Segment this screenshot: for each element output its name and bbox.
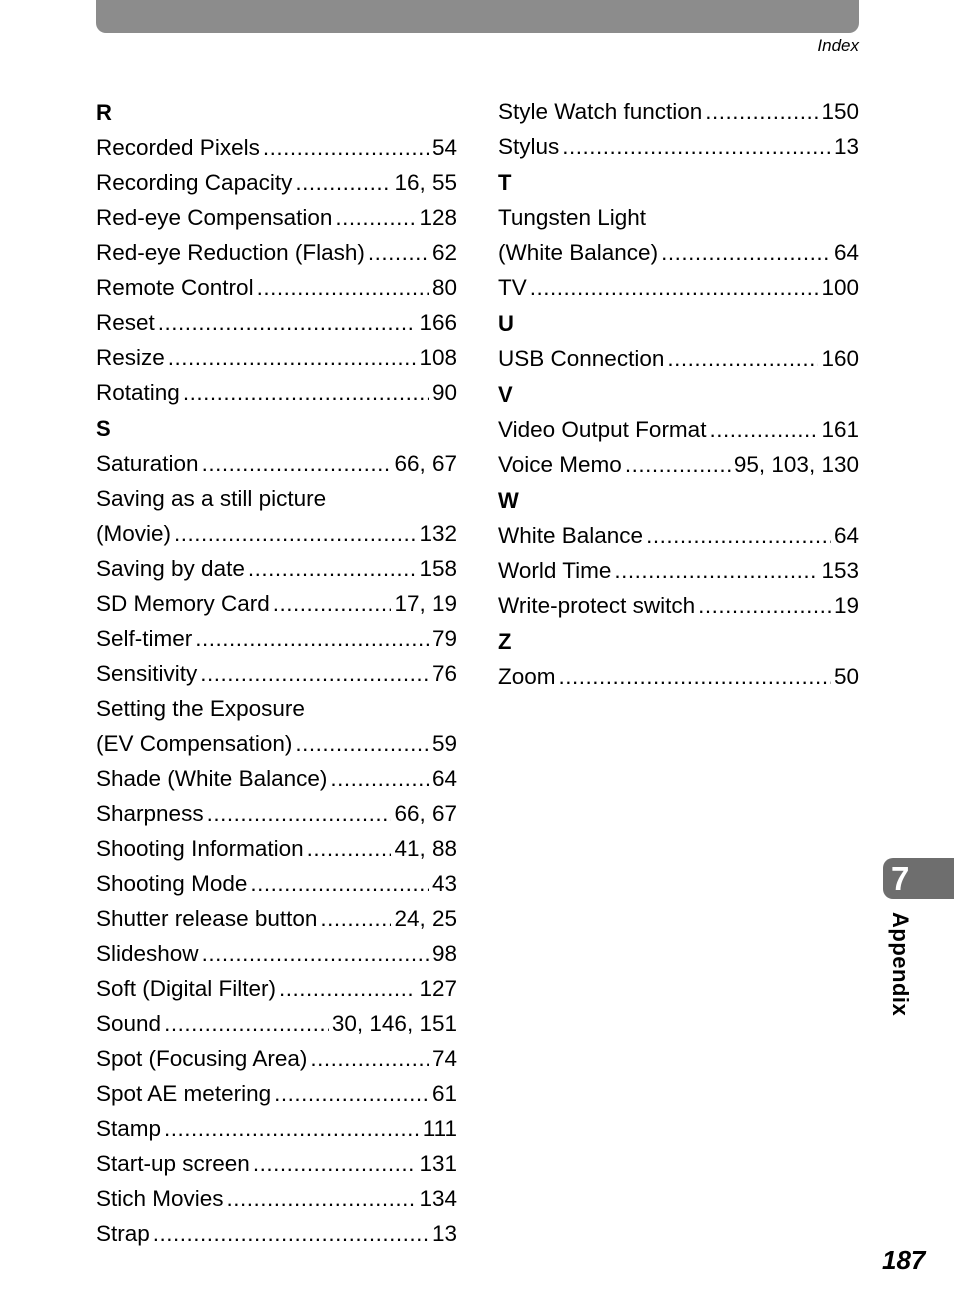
dot-leader xyxy=(295,165,391,200)
dot-leader xyxy=(227,1181,417,1216)
dot-leader xyxy=(661,235,831,270)
index-term: Style Watch function xyxy=(498,99,703,124)
index-entry[interactable] xyxy=(96,516,457,551)
index-entry[interactable] xyxy=(96,1181,457,1216)
index-page-refs: 150 xyxy=(821,99,859,124)
index-letter-heading: S xyxy=(96,416,111,441)
dot-leader xyxy=(310,1041,429,1076)
dot-leader xyxy=(295,726,429,761)
dot-leader xyxy=(248,551,417,586)
index-entry[interactable] xyxy=(498,129,859,164)
index-term: USB Connection xyxy=(498,346,665,371)
dot-leader xyxy=(263,130,429,165)
chapter-label: Appendix xyxy=(888,912,913,1017)
index-page-refs: 98 xyxy=(431,941,457,966)
index-term: Stamp xyxy=(96,1116,162,1141)
index-term: Resize xyxy=(96,345,165,370)
index-page-refs: 95, 103, 130 xyxy=(733,452,859,477)
index-term: Voice Memo xyxy=(498,452,622,477)
index-term: (White Balance) xyxy=(498,240,659,265)
index-term: Shade (White Balance) xyxy=(96,766,328,791)
index-term: Setting the Exposure xyxy=(96,696,305,721)
index-term: Rotating xyxy=(96,380,180,405)
index-term: Saving by date xyxy=(96,556,245,581)
dot-leader xyxy=(153,1216,429,1251)
index-term: Video Output Format xyxy=(498,417,707,442)
index-column-left xyxy=(96,94,457,1251)
index-entry[interactable] xyxy=(96,270,457,305)
dot-leader xyxy=(667,341,818,376)
index-page-refs: 76 xyxy=(431,661,457,686)
index-term: Shooting Mode xyxy=(96,871,248,896)
index-letter-heading: Z xyxy=(498,629,512,654)
index-page-refs: 127 xyxy=(419,976,457,1001)
index-entry[interactable] xyxy=(498,518,859,553)
index-page-refs: 13 xyxy=(833,134,859,159)
index-entry[interactable] xyxy=(498,235,859,270)
dot-leader xyxy=(174,516,416,551)
index-term: Write-protect switch xyxy=(498,593,696,618)
index-page-refs: 59 xyxy=(431,731,457,756)
dot-leader xyxy=(307,831,392,866)
dot-leader xyxy=(562,129,831,164)
index-entry[interactable] xyxy=(96,971,457,1006)
dot-leader xyxy=(183,375,429,410)
dot-leader xyxy=(698,588,831,623)
index-term: World Time xyxy=(498,558,612,583)
index-page-refs: 160 xyxy=(821,346,859,371)
index-page-refs: 24, 25 xyxy=(394,906,457,931)
dot-leader xyxy=(253,1146,417,1181)
chapter-tab[interactable] xyxy=(883,858,954,899)
index-term: Slideshow xyxy=(96,941,199,966)
index-page-refs: 166 xyxy=(419,310,457,335)
index-term: Stich Movies xyxy=(96,1186,224,1211)
index-term: Saturation xyxy=(96,451,199,476)
index-entry[interactable] xyxy=(96,1146,457,1181)
index-term: Saving as a still picture xyxy=(96,486,327,511)
index-entry[interactable] xyxy=(96,831,457,866)
index-term: Sharpness xyxy=(96,801,204,826)
index-page-refs: 128 xyxy=(419,205,457,230)
dot-leader xyxy=(202,446,392,481)
index-page-refs: 19 xyxy=(833,593,859,618)
index-term: Sound xyxy=(96,1011,162,1036)
index-term: Stylus xyxy=(498,134,560,159)
index-page-refs: 161 xyxy=(821,417,859,442)
index-page-refs: 79 xyxy=(431,626,457,651)
index-entry[interactable] xyxy=(96,305,457,340)
index-column-right xyxy=(498,94,859,694)
index-entry[interactable] xyxy=(96,901,457,936)
dot-leader xyxy=(625,447,731,482)
index-entry[interactable] xyxy=(96,340,457,375)
index-term: Recording Capacity xyxy=(96,170,293,195)
page-number: 187 xyxy=(882,1245,926,1275)
index-page-refs: 90 xyxy=(431,380,457,405)
index-entry[interactable] xyxy=(96,1216,457,1251)
index-page-refs: 50 xyxy=(833,664,859,689)
index-term: Red-eye Compensation xyxy=(96,205,333,230)
index-entry[interactable] xyxy=(96,1076,457,1111)
index-letter-heading: T xyxy=(498,170,512,195)
index-entry[interactable] xyxy=(96,375,457,410)
index-term: Shutter release button xyxy=(96,906,318,931)
index-page-refs: 64 xyxy=(431,766,457,791)
dot-leader xyxy=(320,901,391,936)
index-letter-heading: W xyxy=(498,488,519,513)
dot-leader xyxy=(158,305,417,340)
dot-leader xyxy=(164,1006,329,1041)
index-term: Tungsten Light xyxy=(498,205,647,230)
section-header: Index xyxy=(817,36,859,55)
dot-leader xyxy=(530,270,819,305)
index-page-refs: 108 xyxy=(419,345,457,370)
dot-leader xyxy=(164,1111,420,1146)
index-entry[interactable] xyxy=(498,553,859,588)
index-term: Soft (Digital Filter) xyxy=(96,976,277,1001)
index-entry[interactable] xyxy=(498,94,859,129)
index-term: Reset xyxy=(96,310,155,335)
dot-leader xyxy=(168,340,417,375)
index-page-refs: 16, 55 xyxy=(394,170,457,195)
index-entry[interactable] xyxy=(498,588,859,623)
index-entry[interactable] xyxy=(96,1041,457,1076)
index-page-refs: 80 xyxy=(431,275,457,300)
index-term: Strap xyxy=(96,1221,150,1246)
dot-leader xyxy=(368,235,429,270)
index-letter-heading: U xyxy=(498,311,514,336)
dot-leader xyxy=(335,200,416,235)
index-page-refs: 158 xyxy=(419,556,457,581)
index-entry[interactable] xyxy=(96,621,457,656)
index-page-refs: 134 xyxy=(419,1186,457,1211)
index-entry[interactable] xyxy=(498,412,859,447)
index-page-refs: 64 xyxy=(833,240,859,265)
index-entry[interactable] xyxy=(96,1006,457,1041)
index-term: (EV Compensation) xyxy=(96,731,293,756)
top-bar xyxy=(96,0,859,33)
chapter-number: 7 xyxy=(891,860,910,897)
dot-leader xyxy=(195,621,429,656)
index-page-refs: 30, 146, 151 xyxy=(331,1011,457,1036)
dot-leader xyxy=(559,659,831,694)
dot-leader xyxy=(330,761,429,796)
index-entry[interactable] xyxy=(96,1111,457,1146)
dot-leader xyxy=(705,94,818,129)
index-page-refs: 64 xyxy=(833,523,859,548)
index-page-refs: 111 xyxy=(422,1116,457,1141)
index-entry[interactable] xyxy=(498,270,859,305)
dot-leader xyxy=(207,796,392,831)
dot-leader xyxy=(200,656,429,691)
index-page-refs: 74 xyxy=(431,1046,457,1071)
index-entry[interactable] xyxy=(498,447,859,482)
index-entry[interactable] xyxy=(96,866,457,901)
index-term: TV xyxy=(498,275,527,300)
index-page-refs: 100 xyxy=(821,275,859,300)
index-entry[interactable] xyxy=(96,551,457,586)
index-term: White Balance xyxy=(498,523,644,548)
index-entry[interactable] xyxy=(96,165,457,200)
index-page-refs: 41, 88 xyxy=(394,836,457,861)
index-entry[interactable] xyxy=(96,726,457,761)
index-entry[interactable] xyxy=(498,341,859,376)
index-term: Spot (Focusing Area) xyxy=(96,1046,308,1071)
index-entry[interactable] xyxy=(96,656,457,691)
index-term: Zoom xyxy=(498,664,556,689)
index-page-refs: 66, 67 xyxy=(394,801,457,826)
index-page-refs: 43 xyxy=(431,871,457,896)
dot-leader xyxy=(709,412,818,447)
index-term: Remote Control xyxy=(96,275,254,300)
index-letter-heading: V xyxy=(498,382,513,407)
index-letter-heading: R xyxy=(96,100,112,125)
index-page-refs: 61 xyxy=(431,1081,457,1106)
index-page-refs: 131 xyxy=(419,1151,457,1176)
index-page-refs: 62 xyxy=(431,240,457,265)
index-term: Spot AE metering xyxy=(96,1081,272,1106)
index-entry[interactable] xyxy=(96,235,457,270)
dot-leader xyxy=(646,518,831,553)
dot-leader xyxy=(279,971,416,1006)
index-term: (Movie) xyxy=(96,521,172,546)
index-term: Start-up screen xyxy=(96,1151,250,1176)
index-entry[interactable] xyxy=(96,691,457,726)
index-entry[interactable] xyxy=(96,481,457,516)
index-term: Sensitivity xyxy=(96,661,198,686)
index-term: Red-eye Reduction (Flash) xyxy=(96,240,365,265)
index-term: Shooting Information xyxy=(96,836,304,861)
index-entry[interactable] xyxy=(96,200,457,235)
index-page-refs: 54 xyxy=(431,135,457,160)
dot-leader xyxy=(250,866,429,901)
dot-leader xyxy=(257,270,429,305)
index-entry[interactable] xyxy=(498,659,859,694)
dot-leader xyxy=(274,1076,429,1111)
dot-leader xyxy=(614,553,818,588)
index-entry[interactable] xyxy=(96,586,457,621)
index-entry[interactable] xyxy=(96,796,457,831)
index-term: Recorded Pixels xyxy=(96,135,260,160)
dot-leader xyxy=(202,936,429,971)
index-entry[interactable] xyxy=(96,446,457,481)
index-entry[interactable] xyxy=(498,200,859,235)
index-term: SD Memory Card xyxy=(96,591,270,616)
index-entry[interactable] xyxy=(96,761,457,796)
dot-leader xyxy=(273,586,392,621)
index-page-refs: 153 xyxy=(821,558,859,583)
index-term: Self-timer xyxy=(96,626,193,651)
index-page-refs: 13 xyxy=(431,1221,457,1246)
index-page-refs: 132 xyxy=(419,521,457,546)
index-page-refs: 66, 67 xyxy=(394,451,457,476)
index-page-refs: 17, 19 xyxy=(394,591,457,616)
index-entry[interactable] xyxy=(96,130,457,165)
index-entry[interactable] xyxy=(96,936,457,971)
